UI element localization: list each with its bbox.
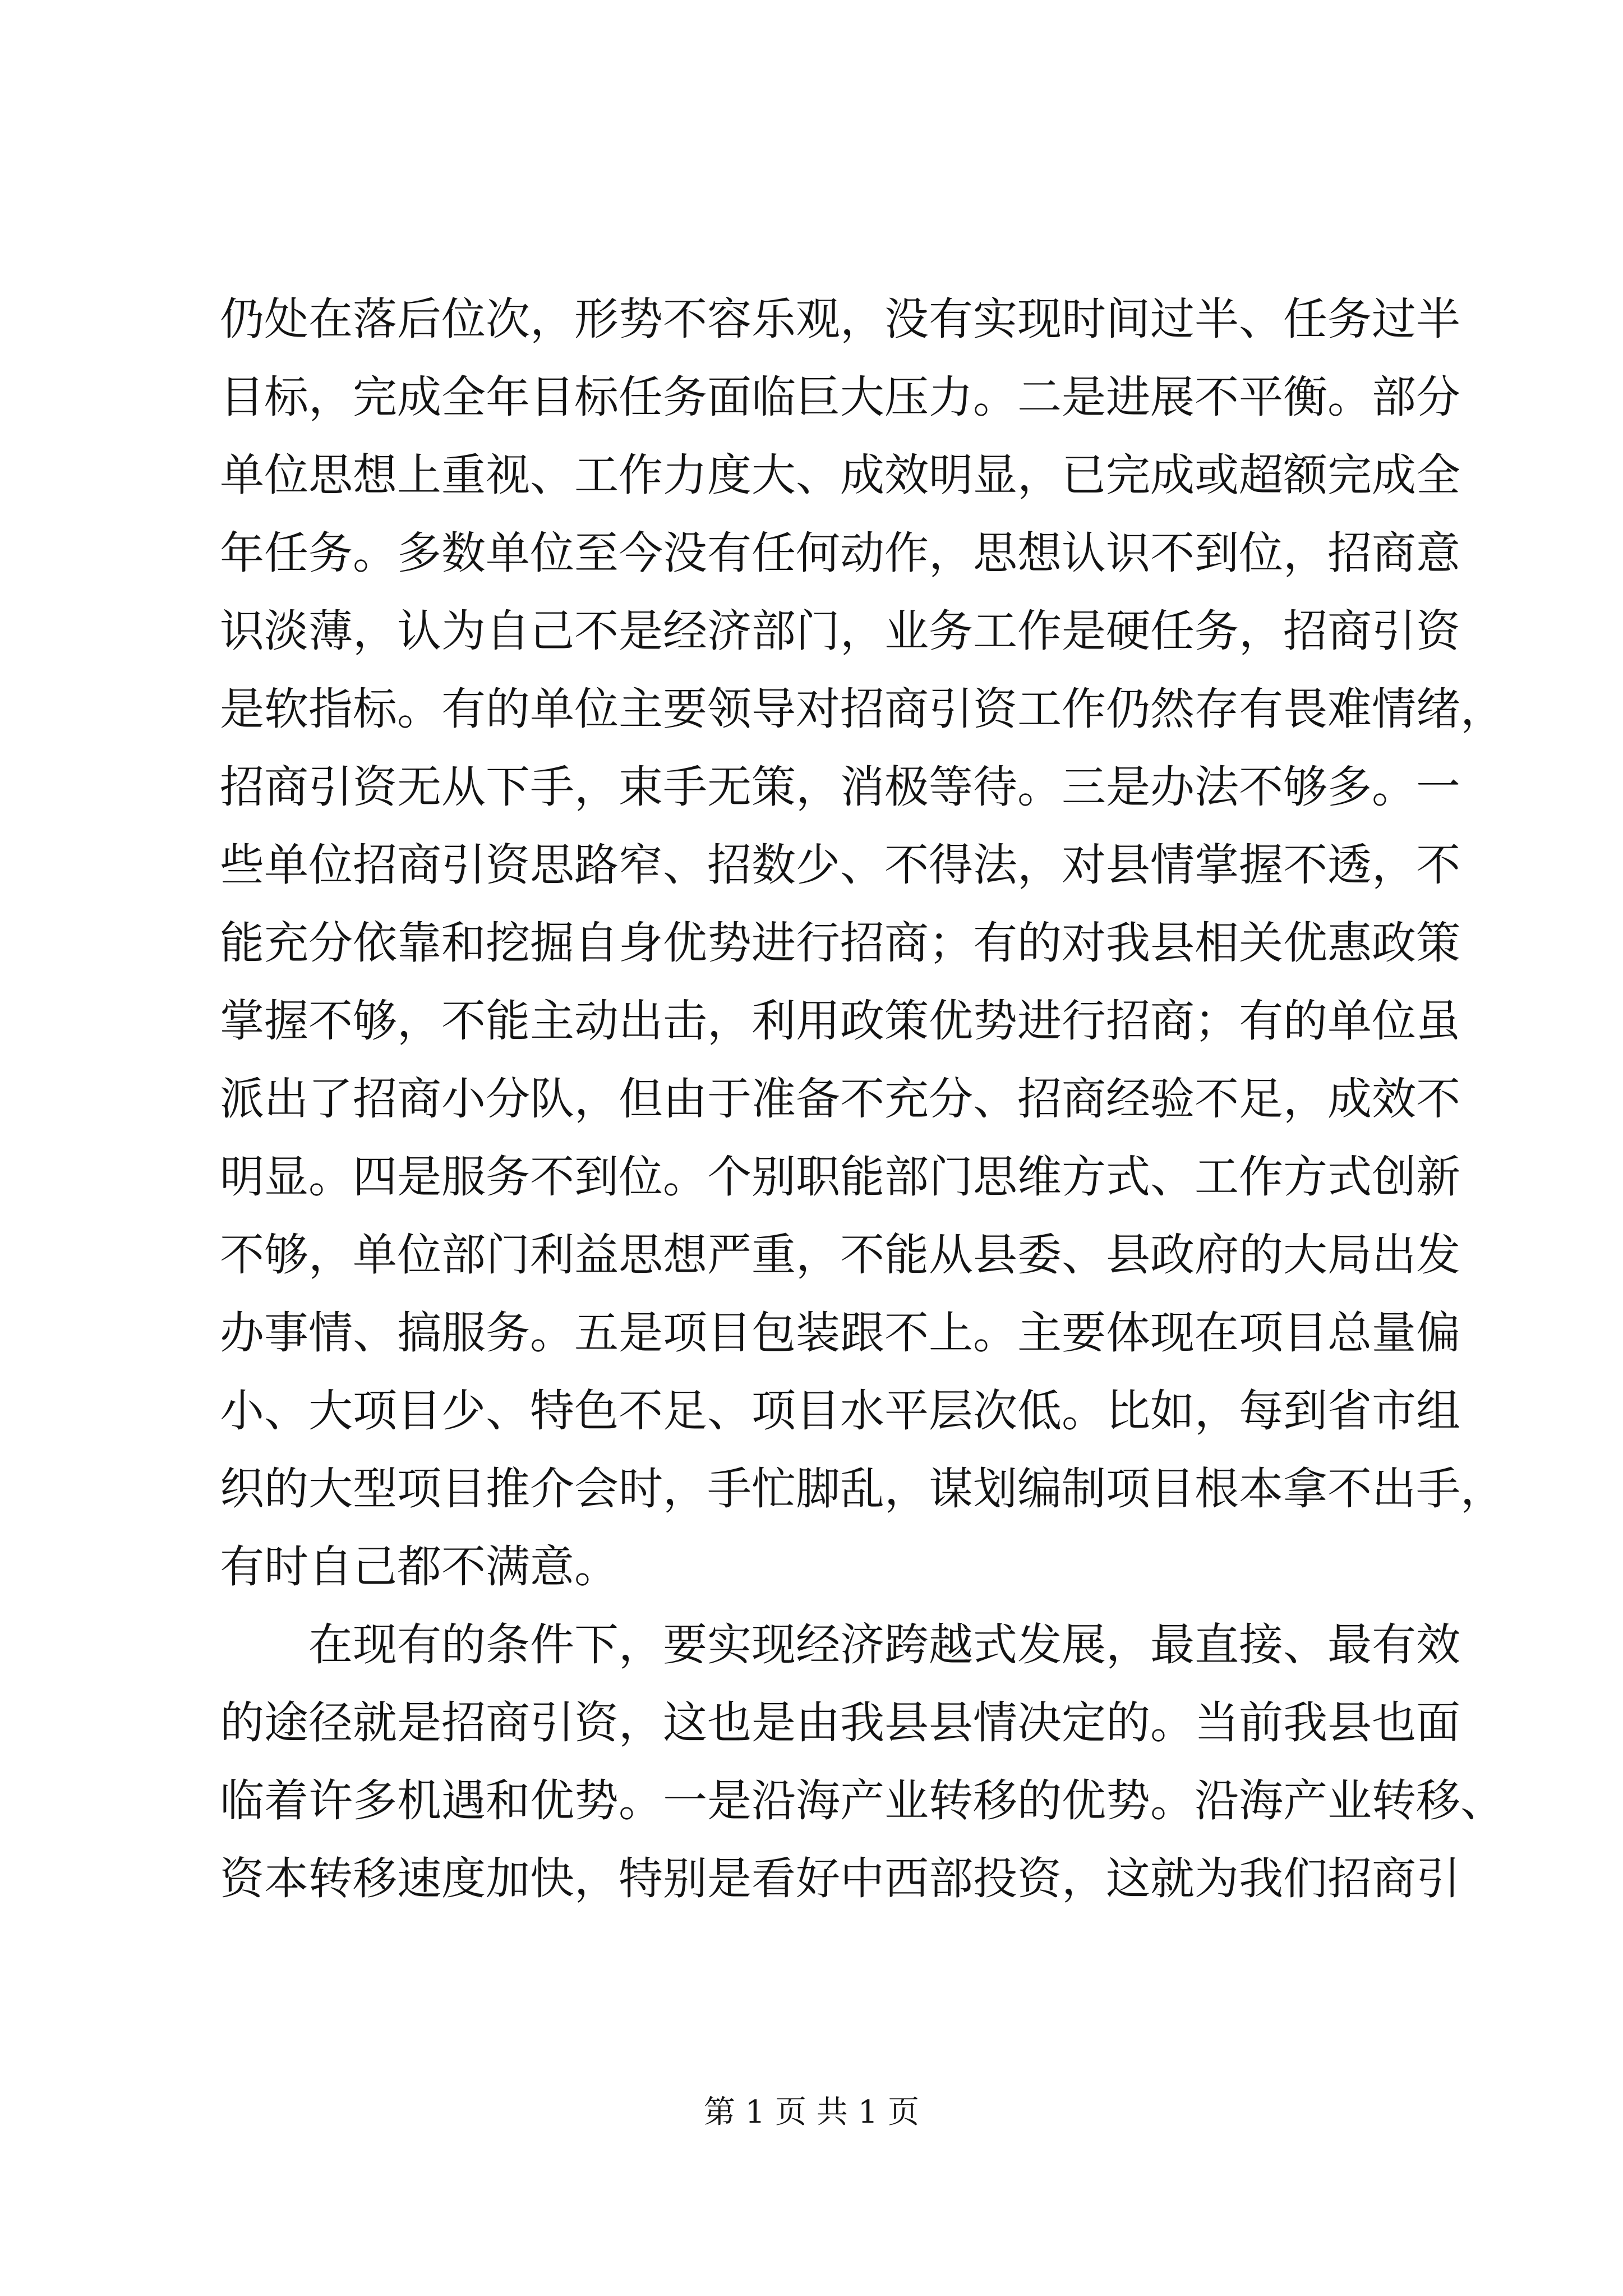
text-line: 织的大型项目推介会时，手忙脚乱，谋划编制项目根本拿不出手， bbox=[220, 1463, 1505, 1515]
text-line: 招商引资无从下手，束手无策，消极等待。三是办法不够多。一 bbox=[220, 761, 1460, 813]
text-line: 办事情、搞服务。五是项目包装跟不上。主要体现在项目总量偏 bbox=[220, 1307, 1460, 1359]
text-line: 年任务。多数单位至今没有任何动作，思想认识不到位，招商意 bbox=[220, 527, 1460, 579]
text-line: 不够，单位部门利益思想严重，不能从县委、县政府的大局出发 bbox=[220, 1229, 1460, 1281]
text-line: 能充分依靠和挖掘自身优势进行招商；有的对我县相关优惠政策 bbox=[220, 917, 1460, 969]
page-number-footer: 第 1 页 共 1 页 bbox=[703, 2094, 920, 2131]
text-line: 派出了招商小分队，但由于准备不充分、招商经验不足，成效不 bbox=[220, 1073, 1460, 1125]
text-line: 临着许多机遇和优势。一是沿海产业转移的优势。沿海产业转移、 bbox=[220, 1775, 1505, 1826]
text-line: 小、大项目少、特色不足、项目水平层次低。比如，每到省市组 bbox=[220, 1385, 1460, 1437]
text-line: 有时自己都不满意。 bbox=[220, 1541, 619, 1593]
text-line: 仍处在落后位次，形势不容乐观，没有实现时间过半、任务过半 bbox=[220, 293, 1460, 345]
paragraph-start-line: 在现有的条件下，要实现经济跨越式发展，最直接、最有效 bbox=[308, 1619, 1460, 1671]
document-body bbox=[220, 280, 1505, 1918]
text-line: 资本转移速度加快，特别是看好中西部投资，这就为我们招商引 bbox=[220, 1853, 1460, 1904]
text-line: 掌握不够，不能主动出击，利用政策优势进行招商；有的单位虽 bbox=[220, 995, 1460, 1047]
text-line: 是软指标。有的单位主要领导对招商引资工作仍然存有畏难情绪， bbox=[220, 683, 1505, 735]
text-line: 些单位招商引资思路窄、招数少、不得法，对县情掌握不透，不 bbox=[220, 839, 1460, 891]
text-line: 单位思想上重视、工作力度大、成效明显，已完成或超额完成全 bbox=[220, 449, 1460, 501]
text-line: 目标，完成全年目标任务面临巨大压力。二是进展不平衡。部分 bbox=[220, 371, 1460, 423]
text-line: 明显。四是服务不到位。个别职能部门思维方式、工作方式创新 bbox=[220, 1151, 1460, 1203]
text-line: 的途径就是招商引资，这也是由我县县情决定的。当前我县也面 bbox=[220, 1697, 1460, 1749]
text-line: 识淡薄，认为自己不是经济部门，业务工作是硬任务，招商引资 bbox=[220, 605, 1460, 657]
